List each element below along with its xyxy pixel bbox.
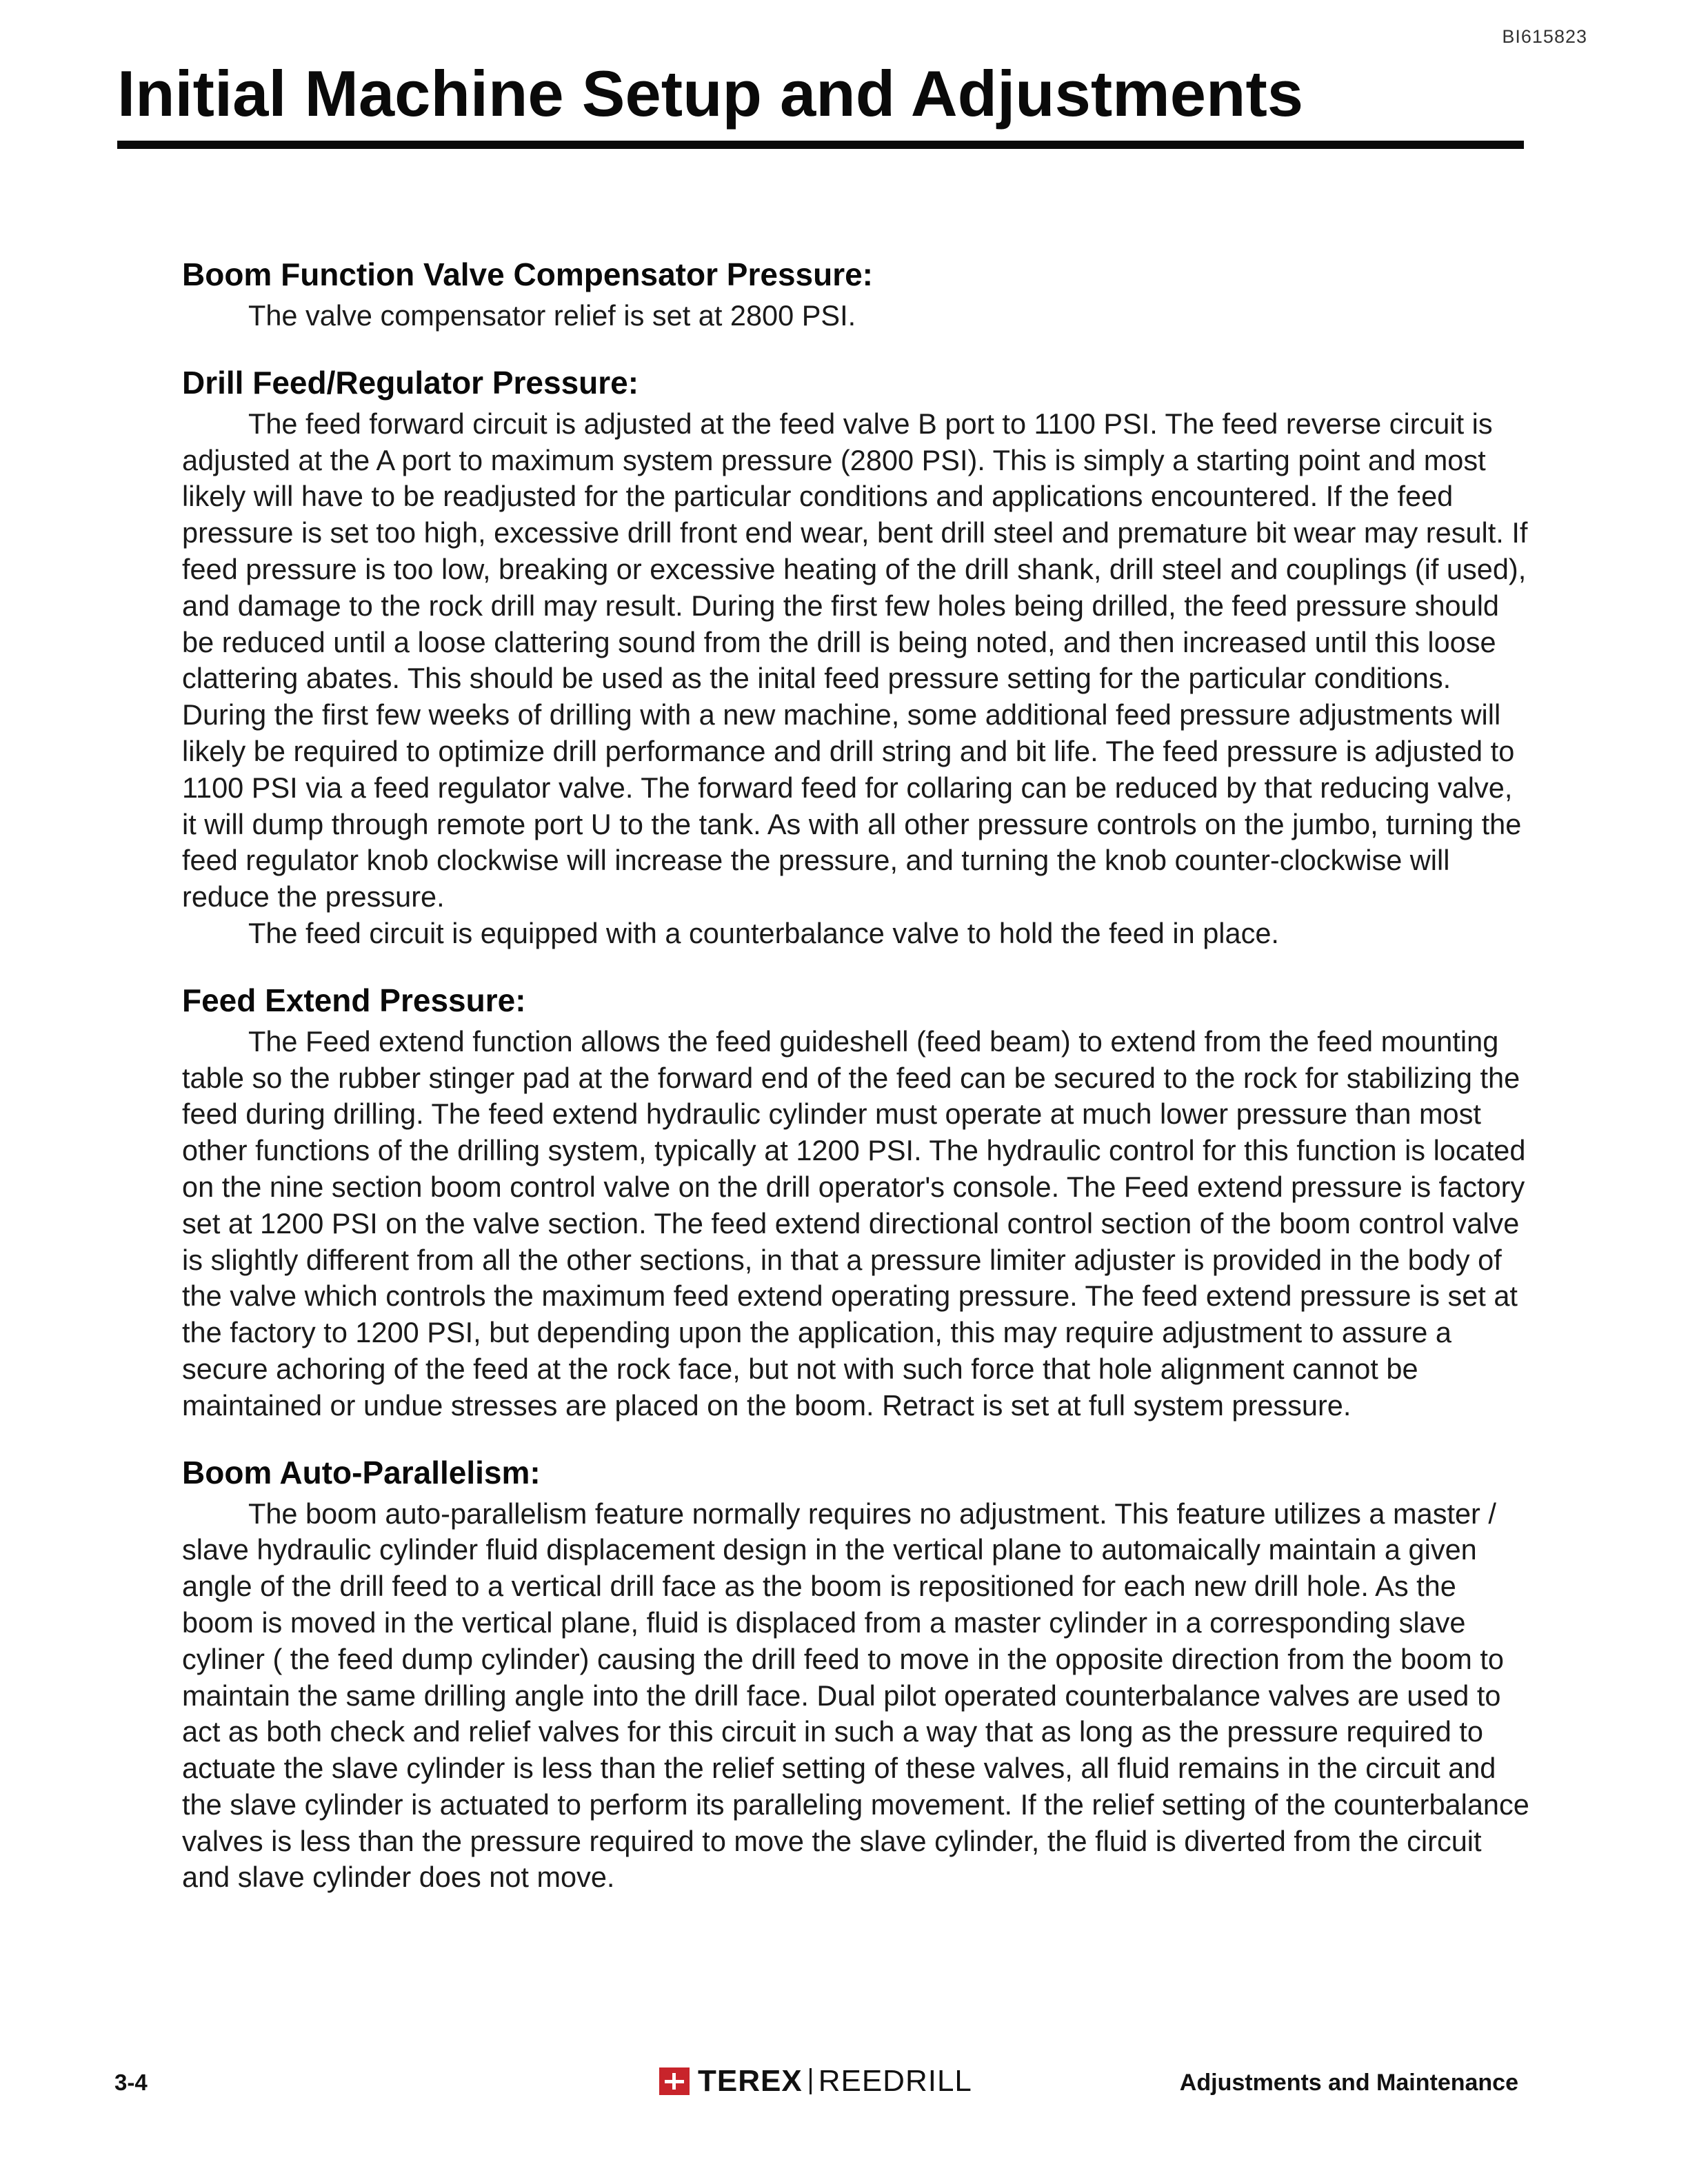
page-footer — [114, 2061, 1518, 2103]
section-heading: Boom Function Valve Compensator Pressure: — [182, 256, 874, 292]
section-heading: Feed Extend Pressure: — [182, 982, 526, 1018]
section-boom-auto-parallelism — [182, 1452, 1534, 1897]
brand-mark — [659, 2064, 972, 2099]
page-title: Initial Machine Setup and Adjustments — [117, 57, 1304, 130]
section-paragraph: The feed circuit is equipped with a counterbalance valve to hold the feed in place. — [248, 916, 1279, 949]
brand-subname: REEDRILL — [818, 2064, 972, 2098]
section-drill-feed-regulator — [182, 362, 1534, 952]
section-paragraph: The feed forward circuit is adjusted at the feed valve B port to 1100 PSI. The feed reverse circuit is adjusted at the A port to maximum system pressure (2800 PSI). This is simply a starting point and most likely will have to be readjusted for the particular conditions and applications encountered. If the feed pressure is set too high, excessive drill front end wear, bent drill steel and premature bit wear may result. If feed pressure is too low, breaking or excessive heating of the drill shank, drill steel and couplings (if used), and damage to the rock drill may result. During the first few holes being drilled, the feed pressure should be reduced until a loose clattering sound from the drill is being noted, and then increased until this loose clattering abates. This should be used as the inital feed pressure setting for the particular conditions. During the first few weeks of drilling with a new machine, some additional feed pressure adjustments will likely be required to optimize drill performance and drill string and bit life. The feed pressure is adjusted to 1100 PSI via a feed regulator valve. The forward feed for collaring can be reduced by that reducing valve, it will dump through remote port U to the tank. As with all other pressure controls on the jumbo, turning the feed regulator knob clockwise will increase the pressure, and turning the knob counter-clockwise will reduce the pressure. — [182, 407, 1528, 913]
section-paragraph: The valve compensator relief is set at 2800 PSI. — [248, 299, 856, 332]
title-rule — [117, 141, 1524, 149]
terex-logo-icon — [659, 2067, 690, 2095]
section-boom-function-valve — [182, 254, 1534, 334]
section-paragraph: The boom auto-parallelism feature normally requires no adjustment. This feature utilizes a master / slave hydraulic cylinder fluid displacement design in the vertical plane to automaically maintain a given angle of the drill feed to a vertical drill face as the boom is repositioned for each new drill hole. As the boom is moved in the vertical plane, fluid is displaced from a master cylinder in a corresponding slave cyliner ( the feed dump cylinder) causing the drill feed to move in the opposite direction from the boom to maintain the same drilling angle into the drill face. Dual pilot operated counterbalance valves are used to act as both check and relief valves for this circuit in such a way that as long as the pressure required to actuate the slave cylinder is less than the relief setting of these valves, all fluid remains in the circuit and the slave cylinder is actuated to perform its paralleling movement. If the relief setting of the counterbalance valves is less than the pressure required to move the slave cylinder, the fluid is diverted from the circuit and slave cylinder does not move. — [182, 1497, 1529, 1894]
page-number: 3-4 — [114, 2070, 148, 2095]
brand-name: TEREX — [698, 2064, 803, 2098]
section-heading: Drill Feed/Regulator Pressure: — [182, 364, 639, 401]
content — [182, 254, 1534, 1923]
document-id: BI615823 — [1502, 26, 1587, 47]
brand-separator — [810, 2068, 812, 2094]
section-heading: Boom Auto-Parallelism: — [182, 1454, 541, 1490]
section-paragraph: The Feed extend function allows the feed guideshell (feed beam) to extend from the feed mounting table so the rubber stinger pad at the forward end of the feed can be secured to the rock for stabilizing the feed during drilling. The feed extend hydraulic cylinder must operate at much lower pressure than most other functions of the drilling system, typically at 1200 PSI. The hydraulic control for this function is located on the nine section boom control valve on the drill operator's console. The Feed extend pressure is factory set at 1200 PSI on the valve section. The feed extend directional control section of the boom control valve is slightly different from all the other sections, in that a pressure limiter adjuster is provided in the body of the valve which controls the maximum feed extend operating pressure. The feed extend pressure is set at the factory to 1200 PSI, but depending upon the application, this may require adjustment to assure a secure achoring of the feed at the rock face, but not with such force that hole alignment cannot be maintained or undue stresses are placed on the boom. Retract is set at full system pressure. — [182, 1024, 1526, 1422]
footer-section-label: Adjustments and Maintenance — [1179, 2070, 1518, 2096]
section-feed-extend-pressure — [182, 980, 1534, 1424]
